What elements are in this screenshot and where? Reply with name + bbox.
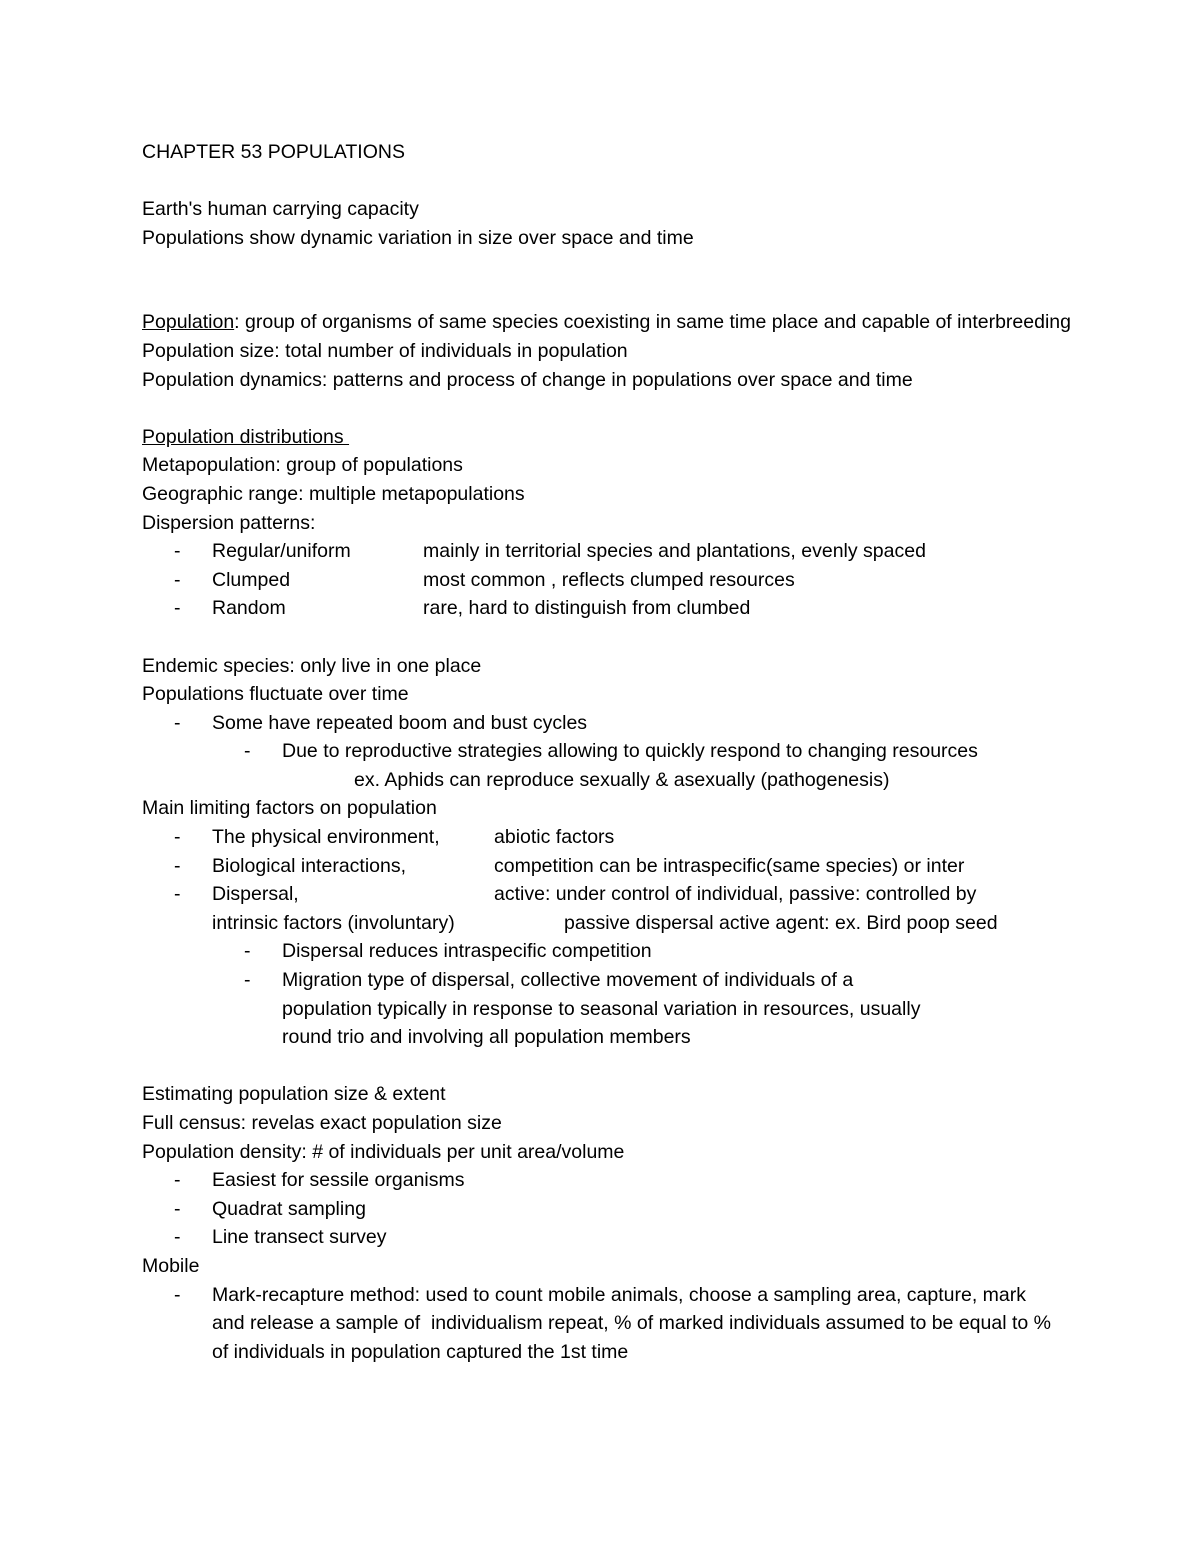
list-item <box>142 1166 1082 1195</box>
list-item <box>142 852 1082 881</box>
limiting-heading: Main limiting factors on population <box>142 797 437 820</box>
bullet-dash: - <box>174 883 181 906</box>
pattern-desc: most common , reflects clumped resources <box>423 568 795 591</box>
bullet-dash: - <box>174 568 181 591</box>
bullet-dash: - <box>174 540 181 563</box>
list-item <box>142 937 1082 966</box>
aphids-example: ex. Aphids can reproduce sexually & asexually (pathogenesis) <box>354 768 890 791</box>
bullet-dash: - <box>174 854 181 877</box>
passive-agent-text: passive dispersal active agent: ex. Bird poop seed <box>564 911 998 934</box>
fluctuate-line: Populations fluctuate over time <box>142 683 409 706</box>
list-item-continuation <box>142 909 1082 938</box>
mark-recapture-text: Mark-recapture method: used to count mobile animals, choose a sampling area, capture, mark and release a sample of individualism repeat, % of marked individuals assumed to be equal to % of individuals in population captured the 1st time <box>212 1283 1057 1363</box>
estimating-heading: Estimating population size & extent <box>142 1083 446 1106</box>
pattern-name: Random <box>212 597 286 620</box>
intro-line: Populations show dynamic variation in size over space and time <box>142 226 694 249</box>
list-item <box>142 1223 1082 1252</box>
factor-name: Dispersal, <box>212 883 299 906</box>
mobile-line: Mobile <box>142 1254 200 1277</box>
list-item <box>142 823 1082 852</box>
bullet-dash: - <box>244 969 251 992</box>
list-item <box>142 737 1082 766</box>
pattern-name: Clumped <box>212 568 291 591</box>
migration-text: Migration type of dispersal, collective movement of individuals of a population typically in response to seasonal variation in resources, usually round trio and involving all population members <box>282 969 921 1049</box>
population-term: Population <box>142 311 235 334</box>
population-dynamics-line: Population dynamics: patterns and process of change in populations over space and time <box>142 368 913 391</box>
list-item <box>142 566 1082 595</box>
list-item <box>142 880 1082 909</box>
bullet-dash: - <box>174 597 181 620</box>
factor-name: The physical environment, <box>212 826 440 849</box>
population-size-line: Population size: total number of individuals in population <box>142 339 628 362</box>
geographic-range-line: Geographic range: multiple metapopulations <box>142 482 525 505</box>
list-item <box>142 1281 1062 1367</box>
list-item <box>142 966 942 1052</box>
bullet-dash: - <box>174 1283 181 1306</box>
bullet-dash: - <box>174 826 181 849</box>
population-def-text: : group of organisms of same species coexisting in same time place and capable of interbreeding <box>234 311 1071 334</box>
distributions-heading-text: Population distributions <box>142 425 350 448</box>
factor-name: Biological interactions, <box>212 854 407 877</box>
method-text: Easiest for sessile organisms <box>212 1169 465 1192</box>
bullet-dash: - <box>174 1226 181 1249</box>
boom-bust-text: Some have repeated boom and bust cycles <box>212 711 588 734</box>
endemic-line: Endemic species: only live in one place <box>142 654 482 677</box>
pattern-desc: rare, hard to distinguish from clumbed <box>423 597 751 620</box>
pattern-name: Regular/uniform <box>212 540 351 563</box>
pattern-desc: mainly in territorial species and plantations, evenly spaced <box>423 540 926 563</box>
method-text: Quadrat sampling <box>212 1197 366 1220</box>
list-item <box>142 594 1082 623</box>
intro-line: Earth's human carrying capacity <box>142 198 419 221</box>
distributions-heading <box>142 423 1082 452</box>
list-item <box>142 537 1082 566</box>
method-text: Line transect survey <box>212 1226 387 1249</box>
metapopulation-line: Metapopulation: group of populations <box>142 454 463 477</box>
factor-desc: competition can be intraspecific(same species) or inter <box>494 854 965 877</box>
bullet-dash: - <box>174 711 181 734</box>
dispersion-label: Dispersion patterns: <box>142 511 316 534</box>
reproductive-text: Due to reproductive strategies allowing to quickly respond to changing resources <box>282 740 978 763</box>
factor-desc: active: under control of individual, passive: controlled by <box>494 883 977 906</box>
full-census-line: Full census: revelas exact population size <box>142 1112 502 1134</box>
document-page <box>142 138 1082 1366</box>
chapter-title: CHAPTER 53 POPULATIONS <box>142 141 405 163</box>
bullet-dash: - <box>244 740 251 763</box>
list-item <box>142 709 1082 738</box>
bullet-dash: - <box>174 1197 181 1220</box>
density-line: Population density: # of individuals per unit area/volume <box>142 1140 625 1163</box>
list-item <box>142 1195 1082 1224</box>
factor-desc: abiotic factors <box>494 826 615 849</box>
dispersal-reduces-text: Dispersal reduces intraspecific competition <box>282 940 652 963</box>
population-definition <box>142 308 1082 337</box>
bullet-dash: - <box>174 1169 181 1192</box>
intrinsic-text: intrinsic factors (involuntary) <box>212 911 455 934</box>
bullet-dash: - <box>244 940 251 963</box>
